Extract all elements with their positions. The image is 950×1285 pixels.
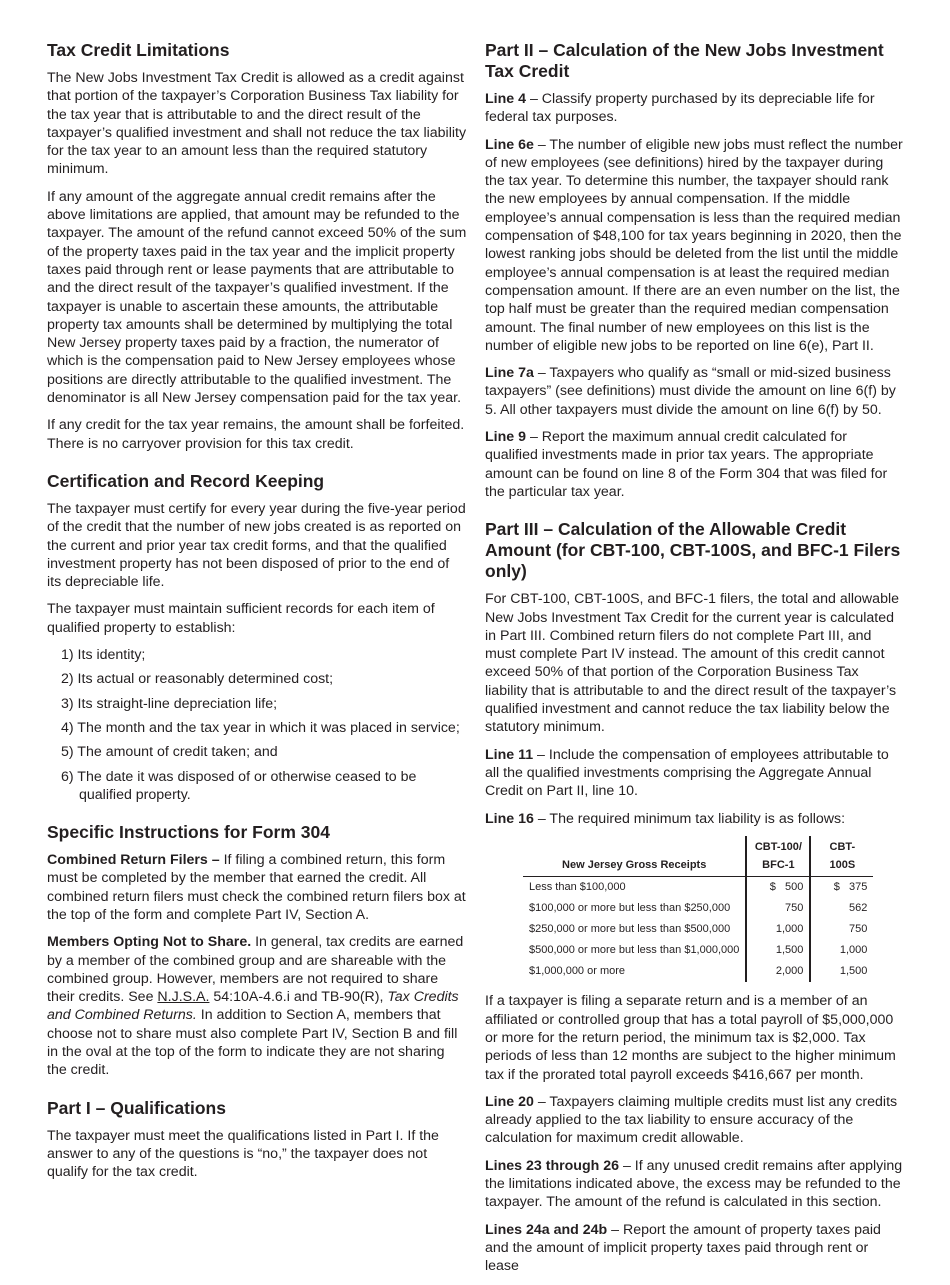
heading: Tax Credit Limitations (47, 40, 230, 60)
table-row (523, 940, 873, 961)
paragraph (485, 810, 903, 828)
section-part-i (47, 1098, 467, 1182)
paragraph (485, 428, 903, 501)
paragraph: If a taxpayer is filing a separate return and is a member of an affiliated or controlled group that has a total payroll of $5,000,000 or more for the return period, the minimum tax is $2,000. Tax periods of less than 12 months are subject to the higher minimum tax if the prorated total payroll exceeds $416,667 per month. (485, 993, 896, 1083)
section-tax-credit-limitations (47, 40, 467, 453)
text: – Report the maximum annual credit calculated for qualified investments made in prior tax years. The appropriate amount can be found on line 8 of the Form 304 that was filed for the particular tax year. (485, 429, 888, 500)
list-item: 2) Its actual or reasonably determined cost; (61, 671, 334, 688)
paragraph (47, 933, 467, 1079)
list-item: 4) The month and the tax year in which it was placed in service; (61, 719, 460, 736)
table-cell: 750 (849, 923, 868, 936)
column-header: CBT-100S (810, 836, 873, 877)
paragraph: If any credit for the tax year remains, the amount shall be forfeited. There is no carryover provision for this tax credit. (47, 417, 465, 452)
table-cell: Less than $100,000 (523, 877, 746, 899)
lead: Lines 24a and 24b (485, 1221, 608, 1238)
section-part-ii (485, 40, 903, 501)
table-cell: 562 (849, 902, 868, 915)
table-cell: 2,000 (746, 961, 810, 982)
lead: Line 11 (485, 746, 534, 763)
paragraph (485, 136, 903, 356)
njsa-link[interactable]: N.J.S.A. (157, 989, 210, 1006)
list-item: 1) Its identity; (61, 647, 146, 664)
paragraph (485, 90, 903, 127)
paragraph: If any amount of the aggregate annual credit remains after the above limitations are applied, that amount may be refunded to the taxpayer. The amount of the refund cannot exceed 50% of the sum of the property taxes paid in the tax year and the implicit property taxes paid through rent or lease payments that are attributable to and the direct result of the taxpayer’s qualified investment. If the taxpayer is unable to ascertain these amounts, the attributable property tax amounts shall be determined by multiplying the total New Jersey property taxes paid by a fraction, the numerator of which is the compensation paid to New Jersey employees whose positions are directly attributable to the qualified investment. The denominator is all New Jersey compensation paid for the tax year. (47, 188, 467, 407)
table-header-row (523, 836, 873, 877)
heading: Certification and Record Keeping (47, 470, 325, 491)
records-list (47, 646, 467, 804)
text: – Taxpayers who qualify as “small or mid-sized business taxpayers” (see definitions) must divide the amount on line 6(f) by 5. All other taxpayers must divide the amount on line 6(f) by 50. (485, 365, 896, 418)
paragraph (47, 851, 467, 924)
lead: Line 6e (485, 136, 534, 153)
text: 54:10A-4.6.i and TB-90(R), (209, 989, 388, 1006)
lead: Members Opting Not to Share. (47, 934, 252, 951)
paragraph (485, 1157, 903, 1212)
lead: Line 20 (485, 1093, 534, 1110)
text: – If any unused credit remains after applying the limitations indicated above, the excess may be refunded to the taxpayer. The amount of the refund is calculated in this section. (485, 1157, 903, 1211)
column-header: CBT-100/ BFC-1 (746, 836, 810, 877)
list-item: 6) The date it was disposed of or otherwise ceased to be qualified property. (61, 768, 417, 803)
lead: Line 7a (485, 365, 534, 382)
text: If filing a combined return, this form must be completed by the member that earned the credit. All combined return filers must check the combined return filers box at the top of the form and complete Part IV, Section A. (47, 852, 466, 923)
list-item: 3) Its straight-line depreciation life; (61, 695, 278, 712)
column-header: New Jersey Gross Receipts (523, 836, 746, 877)
text: – Report the amount of property taxes paid and the amount of implicit property taxes paid through rent or lease (485, 1221, 881, 1275)
table-row (523, 877, 873, 899)
section-part-iii (485, 519, 903, 1275)
left-column (47, 40, 467, 1191)
table-row (523, 919, 873, 940)
lead: Lines 23 through 26 (485, 1157, 620, 1174)
paragraph (485, 364, 903, 419)
text: – Include the compensation of employees attributable to all the qualified investments comprising the Aggregate Annual Credit on Part II, line 10. (485, 746, 889, 800)
table-cell: $ 500 (746, 877, 810, 899)
paragraph: The taxpayer must meet the qualifications listed in Part I. If the answer to any of the questions is “no,” the taxpayer does not qualify for the tax credit. (47, 1127, 439, 1181)
section-certification (47, 471, 467, 804)
table-cell: 750 (746, 898, 810, 919)
table-cell: $500,000 or more but less than $1,000,000 (523, 940, 746, 961)
heading: Specific Instructions for Form 304 (47, 822, 330, 843)
table-body (523, 877, 873, 983)
publication-title: Tax Credits and Combined Returns. (47, 989, 459, 1024)
lead: Combined Return Filers – (47, 852, 220, 869)
table-cell: 1,000 (746, 919, 810, 940)
table-cell: $250,000 or more but less than $500,000 (523, 919, 746, 940)
paragraph (485, 1221, 903, 1276)
text: – Taxpayers claiming multiple credits must list any credits already applied to the tax liability to ensure accuracy of the calculation for maximum credit allowable. (485, 1093, 898, 1147)
lead: Line 16 (485, 810, 534, 827)
table-cell: 1,500 (839, 965, 868, 978)
heading: Part II – Calculation of the New Jobs Investment Tax Credit (485, 40, 884, 81)
paragraph: The New Jobs Investment Tax Credit is allowed as a credit against that portion of the taxpayer’s Corporation Business Tax liability for the tax year that is attributable to and the direct result of the taxpayer’s qualified investment and shall not reduce the tax liability for the tax year to an amount less than the required statutory minimum. (47, 70, 467, 178)
text: – The number of eligible new jobs must reflect the number of new employees (see definitions) hired by the taxpayer during the tax year. To determine this number, the taxpayer should rank the new employees by annual compensation. If the middle employee’s annual compensation is less than the required median compensation of $48,100 for tax years beginning in 2020, then the lowest ranking jobs should be deleted from the list until the middle employee’s annual compensation is at least the required median compensation amount. If there are an even number on the list, the top half must be greater than the required median compensation amount. The final number of new employees on this list is the number of eligible new jobs to be reported on line 6(e), Part II. (485, 136, 903, 354)
text: – Classify property purchased by its depreciable life for federal tax purposes. (485, 91, 875, 126)
table-row (523, 898, 873, 919)
section-specific-instructions (47, 822, 467, 1080)
minimum-tax-table (523, 836, 873, 983)
table-cell: 1,500 (746, 940, 810, 961)
paragraph: The taxpayer must maintain sufficient records for each item of qualified property to establish: (47, 601, 435, 636)
table-cell: $ 375 (833, 881, 868, 894)
heading: Part III – Calculation of the Allowable Credit Amount (for CBT-100, CBT-100S, and BFC-1 Filers only) (485, 519, 901, 582)
paragraph (485, 746, 903, 801)
lead: Line 9 (485, 429, 526, 446)
heading: Part I – Qualifications (47, 1097, 226, 1118)
text: In addition to Section A, members that choose not to share must also complete Part IV, Section B and fill in the oval at the top of the form to indicate they are not sharing the credit. (47, 1007, 458, 1079)
table-cell: $1,000,000 or more (523, 961, 746, 982)
table-cell: $100,000 or more but less than $250,000 (523, 898, 746, 919)
table-cell: 1,000 (839, 944, 868, 957)
paragraph: For CBT-100, CBT-100S, and BFC-1 filers, the total and allowable New Jobs Investment Tax Credit for the current year is calculated in Part III. Combined return filers do not complete Part III, and must complete Part IV instead. The amount of this credit cannot exceed 50% of that portion of the Corporation Business Tax liability that is attributable to and the direct result of the taxpayer’s qualified investment and cannot reduce the tax liability below the statutory minimum. (485, 591, 899, 736)
paragraph (485, 1093, 903, 1148)
lead: Line 4 (485, 91, 526, 107)
list-item: 5) The amount of credit taken; and (61, 744, 278, 761)
text: – The required minimum tax liability is as follows: (533, 810, 846, 827)
right-column (485, 40, 903, 1285)
table-row (523, 961, 873, 982)
text: In general, tax credits are earned by a member of the combined group and are shareable with the combined group. However, members are not required to share their credits. See (47, 934, 464, 1006)
paragraph: The taxpayer must certify for every year during the five-year period of the credit that the number of new jobs created is as reported on the current and prior year tax credit forms, and that the qualified investment property has not been disposed of prior to the end of its depreciable life. (47, 500, 466, 591)
